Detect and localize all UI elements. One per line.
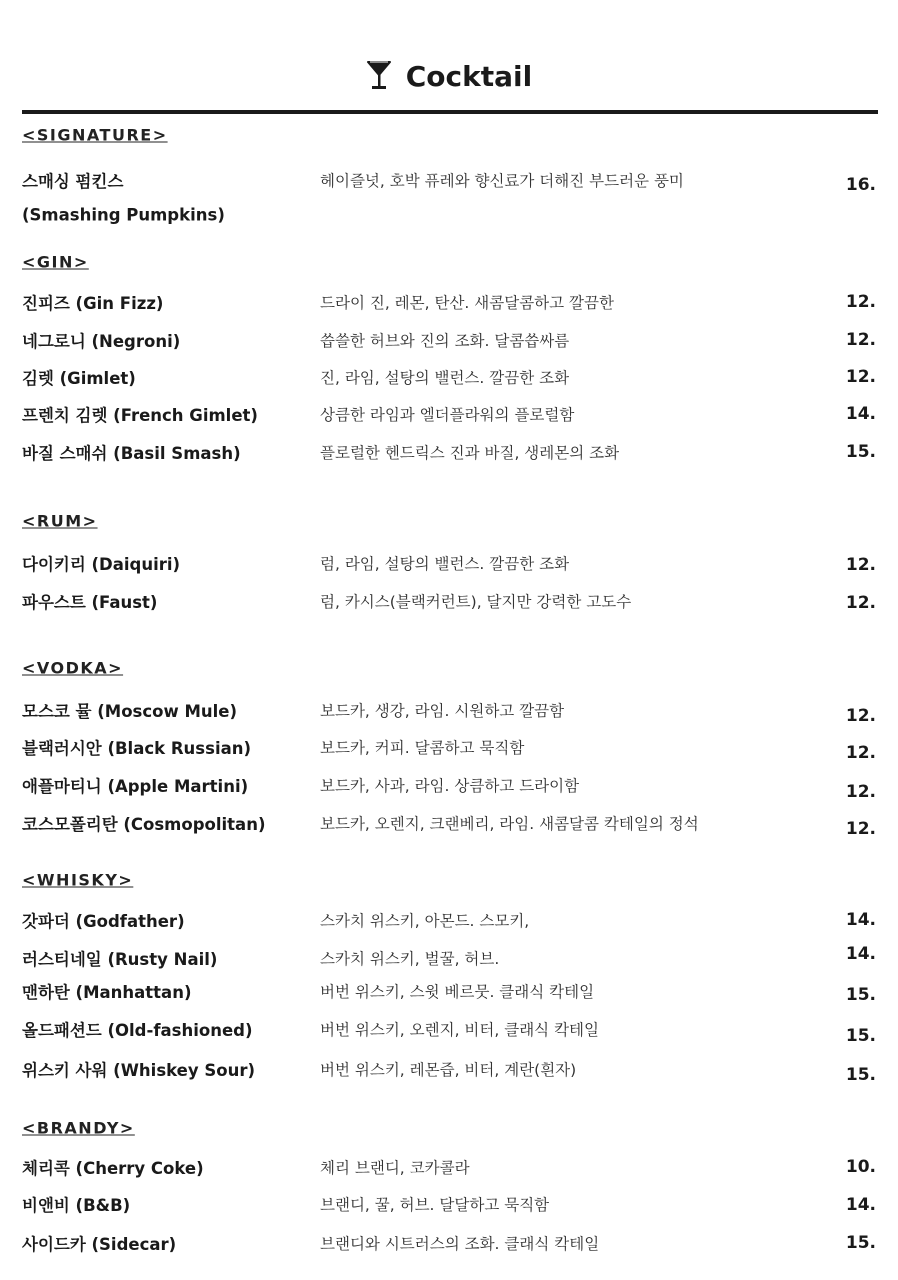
- item-name: 체리콕 (Cherry Coke): [22, 1159, 204, 1178]
- item-price: 15.: [845, 985, 876, 1005]
- item-description: 보드카, 사과, 라임. 상큼하고 드라이함: [320, 777, 580, 795]
- section-header: <RUM>: [22, 511, 98, 531]
- section-header: <SIGNATURE>: [22, 125, 168, 145]
- item-name: 네그로니 (Negroni): [22, 332, 181, 351]
- item-price: 15.: [845, 1026, 876, 1046]
- item-description: 보드카, 커피. 달콤하고 묵직함: [320, 739, 525, 757]
- section-header: <BRANDY>: [22, 1118, 135, 1138]
- item-name: 블랙러시안 (Black Russian): [22, 739, 252, 758]
- item-name-english: (Smashing Pumpkins): [22, 205, 225, 225]
- item-name: 코스모폴리탄 (Cosmopolitan): [22, 815, 266, 834]
- item-name: 맨하탄 (Manhattan): [22, 983, 192, 1002]
- section-header: <WHISKY>: [22, 870, 134, 890]
- item-name: 프렌치 김렛 (French Gimlet): [22, 406, 258, 425]
- item-name: 다이키리 (Daiquiri): [22, 555, 181, 574]
- item-description: 진, 라임, 설탕의 밸런스. 깔끔한 조화: [320, 369, 570, 387]
- item-name: 애플마티니 (Apple Martini): [22, 777, 249, 796]
- item-price: 12.: [845, 593, 876, 613]
- item-name: 위스키 사워 (Whiskey Sour): [22, 1061, 256, 1080]
- item-price: 15.: [845, 1233, 876, 1253]
- item-name: 올드패션드 (Old-fashioned): [22, 1021, 253, 1040]
- item-description: 브랜디와 시트러스의 조화. 클래식 칵테일: [320, 1235, 600, 1253]
- item-name: 스매싱 펌킨스: [22, 172, 124, 191]
- item-name: 바질 스매쉬 (Basil Smash): [22, 444, 241, 463]
- item-description: 헤이즐넛, 호박 퓨레와 향신료가 더해진 부드러운 풍미: [320, 172, 684, 190]
- title-divider: [22, 110, 878, 114]
- item-price: 12.: [845, 782, 876, 802]
- item-name: 러스티네일 (Rusty Nail): [22, 950, 218, 969]
- item-description: 럼, 라임, 설탕의 밸런스. 깔끔한 조화: [320, 555, 570, 573]
- item-description: 씁쓸한 허브와 진의 조화. 달콤씁싸름: [320, 332, 570, 350]
- item-price: 16.: [845, 175, 876, 195]
- item-description: 보드카, 오렌지, 크랜베리, 라임. 새콤달콤 칵테일의 정석: [320, 815, 699, 833]
- item-price: 10.: [845, 1157, 876, 1177]
- item-price: 12.: [845, 743, 876, 763]
- item-description: 상큼한 라임과 엘더플라워의 플로럴함: [320, 406, 575, 424]
- item-name: 사이드카 (Sidecar): [22, 1235, 177, 1254]
- item-description: 브랜디, 꿀, 허브. 달달하고 묵직함: [320, 1196, 550, 1214]
- item-price: 12.: [845, 819, 876, 839]
- item-price: 12.: [845, 330, 876, 350]
- item-description: 보드카, 생강, 라임. 시원하고 깔끔함: [320, 702, 565, 720]
- title-text: Cocktail: [405, 60, 533, 93]
- item-description: 스카치 위스키, 아몬드. 스모키,: [320, 912, 530, 930]
- section-header: <GIN>: [22, 252, 89, 272]
- item-description: 드라이 진, 레몬, 탄산. 새콤달콤하고 깔끔한: [320, 294, 614, 312]
- item-description: 버번 위스키, 레몬즙, 비터, 계란(흰자): [320, 1061, 577, 1079]
- item-description: 럼, 카시스(블랙커런트), 달지만 강력한 고도수: [320, 593, 632, 611]
- item-description: 버번 위스키, 스윗 베르뭇. 클래식 칵테일: [320, 983, 595, 1001]
- item-price: 14.: [845, 910, 876, 930]
- item-description: 체리 브랜디, 코카콜라: [320, 1159, 470, 1177]
- item-name: 갓파더 (Godfather): [22, 912, 185, 931]
- item-name: 모스코 뮬 (Moscow Mule): [22, 702, 238, 721]
- item-price: 12.: [845, 706, 876, 726]
- item-name: 진피즈 (Gin Fizz): [22, 294, 164, 313]
- item-price: 15.: [845, 1065, 876, 1085]
- item-price: 12.: [845, 292, 876, 312]
- item-description: 스카치 위스키, 벌꿀, 허브.: [320, 950, 500, 968]
- item-description: 플로럴한 헨드릭스 진과 바질, 생레몬의 조화: [320, 444, 620, 462]
- item-name: 김렛 (Gimlet): [22, 369, 136, 388]
- item-description: 버번 위스키, 오렌지, 비터, 클래식 칵테일: [320, 1021, 599, 1039]
- page-title: [0, 60, 898, 93]
- section-header: <VODKA>: [22, 658, 124, 678]
- item-price: 14.: [845, 404, 876, 424]
- cocktail-glass-icon: [366, 60, 392, 90]
- item-price: 12.: [845, 367, 876, 387]
- item-name: 파우스트 (Faust): [22, 593, 158, 612]
- item-price: 15.: [845, 442, 876, 462]
- item-price: 14.: [845, 944, 876, 964]
- item-name: 비앤비 (B&B): [22, 1196, 131, 1215]
- item-price: 12.: [845, 555, 876, 575]
- item-price: 14.: [845, 1195, 876, 1215]
